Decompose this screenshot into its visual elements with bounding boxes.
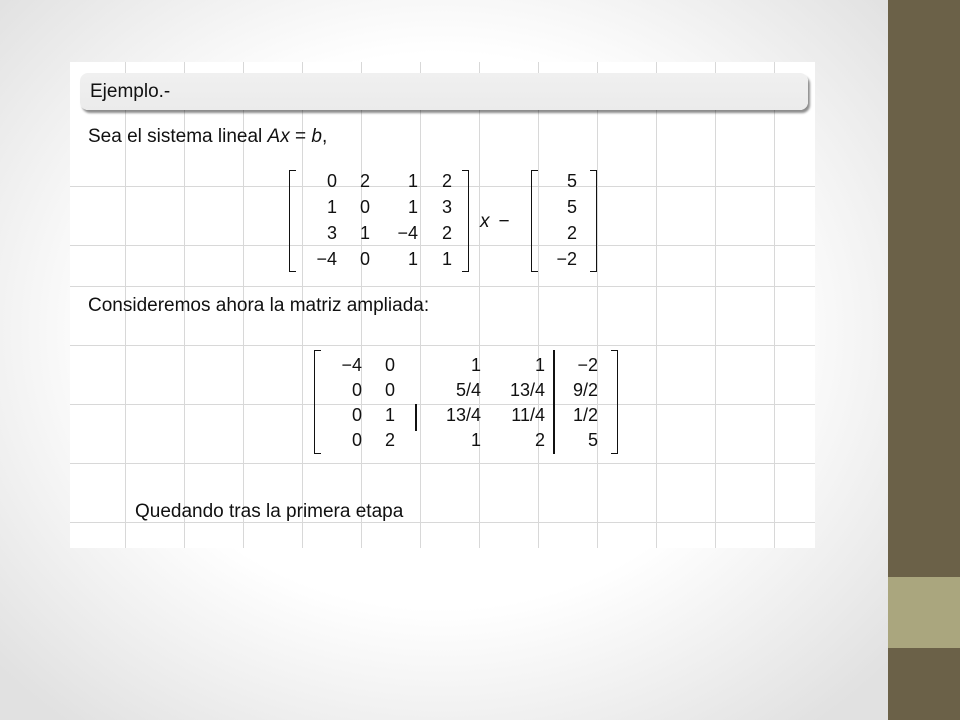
slide-content-image bbox=[70, 62, 815, 548]
vector-cell: 5 bbox=[566, 197, 577, 217]
matrix-cell: 0 bbox=[359, 197, 370, 217]
matrix-cell: 2 bbox=[384, 430, 395, 450]
matrix-cell: 1 bbox=[359, 223, 370, 243]
bracket-left bbox=[289, 170, 296, 272]
matrix-cell: 1 bbox=[470, 430, 481, 450]
matrix-cell: 2 bbox=[441, 171, 452, 191]
matrix-cell: 1 bbox=[441, 249, 452, 269]
matrix-cell: 1 bbox=[407, 171, 418, 191]
matrix-cell: 11/4 bbox=[511, 405, 545, 425]
grid-line bbox=[70, 345, 815, 346]
grid-line bbox=[70, 286, 815, 287]
relation-sign: − bbox=[498, 211, 510, 232]
matrix-cell: −4 bbox=[341, 355, 362, 375]
vector-cell: −2 bbox=[556, 249, 577, 269]
statement-lhs: Ax bbox=[267, 126, 290, 147]
matrix-cell: 1 bbox=[326, 197, 337, 217]
matrix-cell: 0 bbox=[351, 430, 362, 450]
matrix-cell: 0 bbox=[351, 380, 362, 400]
matrix-cell: 1 bbox=[407, 197, 418, 217]
bracket-left bbox=[531, 170, 538, 272]
rhs-vector bbox=[538, 168, 577, 272]
vector-cell: 5 bbox=[566, 171, 577, 191]
augmented-intro: Consideremos ahora la matriz ampliada: bbox=[88, 295, 430, 316]
example-title: Ejemplo.- bbox=[90, 81, 171, 102]
matrix-cell: 2 bbox=[534, 430, 545, 450]
statement-end: , bbox=[321, 126, 328, 147]
matrix-cell: 5/4 bbox=[455, 380, 481, 400]
augmented-divider bbox=[553, 350, 555, 454]
matrix-cell: 0 bbox=[326, 171, 337, 191]
bracket-right bbox=[590, 170, 597, 272]
statement-text: Sea el sistema lineal bbox=[88, 126, 268, 147]
matrix-cell: 5 bbox=[587, 430, 598, 450]
matrix-cell: 3 bbox=[326, 223, 337, 243]
statement-equals: = bbox=[289, 126, 312, 147]
side-accent-block bbox=[888, 577, 960, 648]
matrix-cell: 1 bbox=[407, 249, 418, 269]
matrix-cell: 13/4 bbox=[445, 405, 481, 425]
bracket-left bbox=[314, 350, 321, 454]
bracket-right bbox=[611, 350, 618, 454]
matrix-cell: 9/2 bbox=[572, 380, 598, 400]
matrix-cell: 1 bbox=[470, 355, 481, 375]
matrix-cell: 2 bbox=[359, 171, 370, 191]
matrix-cell: 0 bbox=[351, 405, 362, 425]
example-header bbox=[80, 73, 808, 110]
matrix-cell: 2 bbox=[441, 223, 452, 243]
equation-middle bbox=[480, 211, 510, 233]
matrix-cell: 1 bbox=[534, 355, 545, 375]
matrix-cell: −4 bbox=[397, 223, 418, 243]
coefficient-matrix bbox=[298, 168, 452, 272]
matrix-cell: −2 bbox=[577, 355, 598, 375]
side-accent-bar bbox=[888, 0, 960, 720]
matrix-cell: 1 bbox=[384, 405, 395, 425]
variable-x: x bbox=[480, 211, 490, 232]
matrix-cell: −4 bbox=[316, 249, 337, 269]
matrix-cell: 0 bbox=[359, 249, 370, 269]
system-statement bbox=[88, 126, 327, 148]
matrix-cell: 1/2 bbox=[572, 405, 598, 425]
grid-line bbox=[70, 463, 815, 464]
bracket-right bbox=[462, 170, 469, 272]
matrix-cell: 3 bbox=[441, 197, 452, 217]
matrix-cell: 0 bbox=[384, 355, 395, 375]
matrix-cell: 13/4 bbox=[509, 380, 545, 400]
stray-bar bbox=[415, 404, 417, 431]
conclusion-text: Quedando tras la primera etapa bbox=[135, 501, 404, 522]
matrix-cell: 0 bbox=[384, 380, 395, 400]
augmented-matrix bbox=[322, 353, 598, 453]
vector-cell: 2 bbox=[566, 223, 577, 243]
statement-rhs: b bbox=[311, 126, 322, 147]
